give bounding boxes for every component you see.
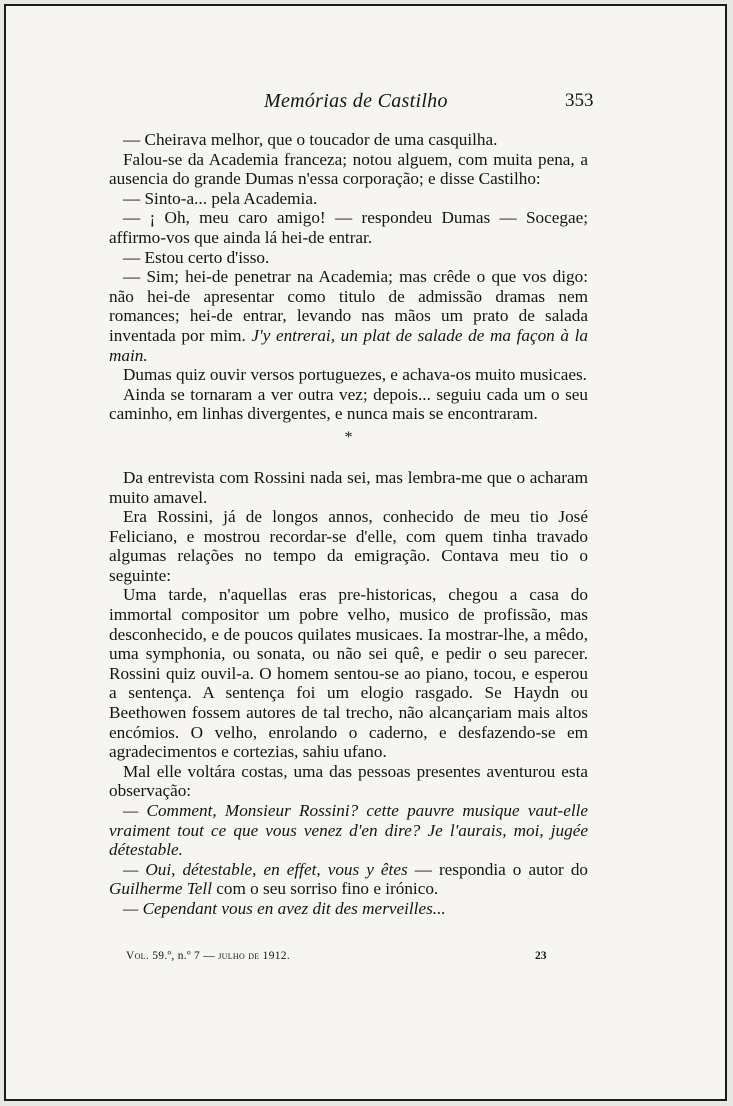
page-number: 353 xyxy=(565,90,594,111)
paragraph xyxy=(109,248,588,268)
italic-run: — Comment, Monsieur Rossini? cette pauvre musique vaut-elle vraiment tout ce que vous venez d'en dire? Je l'aurais, moi, jugée détestable. xyxy=(109,801,588,860)
paragraph xyxy=(109,267,588,365)
issue-number: 59.º, n.º 7 — xyxy=(152,950,216,962)
body-text xyxy=(109,130,588,919)
text-run: Uma tarde, n'aquellas eras pre-historicas, chegou a casa do immortal compositor um pobre velho, musico de profissão, mas desconhecido, e de poucos quilates musicaes. Ia mostrar-lhe, a mêdo, uma symphonia, ou sonata, ou não sei quê, e pedir o seu parecer. Rossini quiz ouvil-a. O homem sentou-se ao piano, tocou, e esperou a sentença. A sentença foi um elogio rasgado. Se Haydn ou Beethowen fossem autores de tal trecho, não alcançariam mais altos encómios. O velho, enrolando o caderno, e desfazendo-se em agradecimentos e cortezias, sahiu ufano. xyxy=(109,585,588,762)
text-run: — ¡ Oh, meu caro amigo! — respondeu Dumas — Socegae; affirmo-vos que ainda lá hei-de entrar. xyxy=(109,208,588,247)
text-run: Ainda se tornaram a ver outra vez; depois... seguiu cada um o seu caminho, em linhas divergentes, e nunca mais se encontraram. xyxy=(109,384,588,424)
text-run: — Estou certo d'isso. xyxy=(123,247,270,267)
text-run: — Cheirava melhor, que o toucador de uma casquilha. xyxy=(123,130,498,149)
signature-mark: 23 xyxy=(535,950,547,962)
italic-run: — Cependant vous en avez dit des merveilles... xyxy=(123,898,446,918)
document-page xyxy=(4,4,727,1101)
volume-info xyxy=(126,950,290,962)
paragraph xyxy=(109,208,588,247)
text-run: — Sim; hei-de penetrar na Academia; mas crêde o que vos digo: não hei-de apresentar como titulo de admissão dramas nem romances; hei-de entrar, levando nas mãos um prato de salada inventada por mim. xyxy=(109,267,588,345)
paragraph xyxy=(109,189,588,209)
text-run: Da entrevista com Rossini nada sei, mas lembra-me que o acharam muito amavel. xyxy=(109,467,588,507)
paragraph xyxy=(109,585,588,761)
paragraph xyxy=(109,385,588,424)
page-footer xyxy=(6,950,725,970)
paragraph xyxy=(109,365,588,385)
paragraph xyxy=(109,860,588,899)
paragraph xyxy=(109,899,588,919)
paragraph xyxy=(109,801,588,860)
text-run: * xyxy=(344,428,353,446)
section-separator xyxy=(109,430,588,446)
paragraph xyxy=(109,468,588,507)
italic-run: Guilherme Tell xyxy=(109,879,212,899)
issue-date: julho de 1912. xyxy=(218,950,291,962)
paragraph xyxy=(109,507,588,585)
text-run: com o seu sorriso fino e irónico. xyxy=(211,879,439,899)
text-run: Dumas quiz ouvir versos portuguezes, e achava-os muito musicaes. xyxy=(123,365,587,385)
volume-label: Vol. xyxy=(126,950,150,962)
paragraph xyxy=(109,762,588,801)
paragraph xyxy=(109,150,588,189)
page-header xyxy=(6,90,725,120)
text-run: Mal elle voltára costas, uma das pessoas presentes aventurou esta observação: xyxy=(109,761,588,801)
running-title: Memórias de Castilho xyxy=(264,90,448,112)
text-run: — Sinto-a... pela Academia. xyxy=(123,188,318,208)
text-run: — respondia o autor do xyxy=(407,859,589,879)
italic-run: J'y entrerai, un plat de salade de ma façon à la main. xyxy=(109,325,588,365)
italic-run: — Oui, détestable, en effet, vous y êtes xyxy=(123,859,408,879)
text-run: Era Rossini, já de longos annos, conhecido de meu tio José Feliciano, e mostrou recordar-se d'elle, com quem tinha travado algumas relações no tempo da emigração. Contava meu tio o seguinte: xyxy=(109,507,588,585)
text-run: Falou-se da Academia franceza; notou alguem, com muita pena, a ausencia do grande Dumas n'essa corporação; e disse Castilho: xyxy=(109,149,588,189)
paragraph xyxy=(109,130,588,150)
